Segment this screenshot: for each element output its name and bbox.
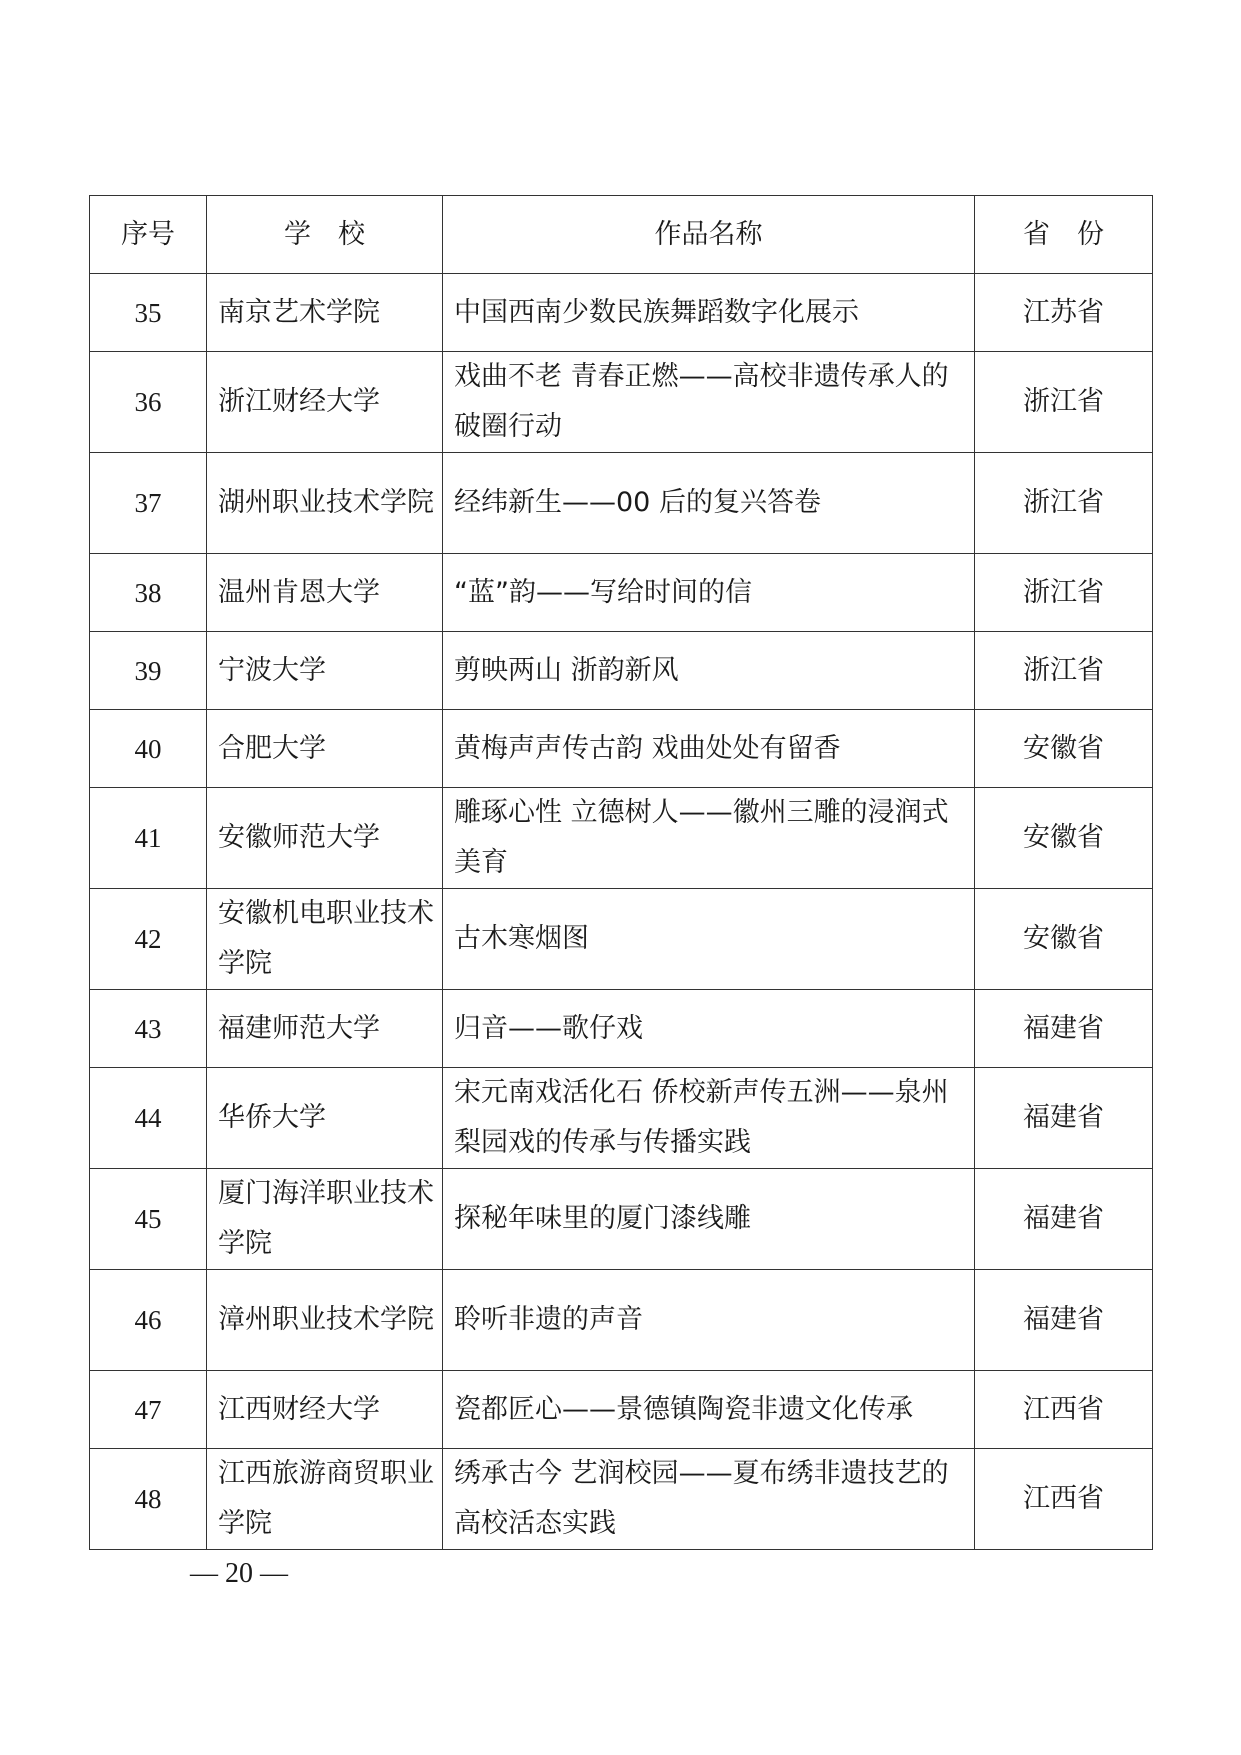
row-school: 合肥大学 (207, 710, 443, 788)
row-number: 44 (90, 1068, 207, 1169)
row-work-title: 剪映两山 浙韵新风 (443, 632, 975, 710)
row-school: 漳州职业技术学院 (207, 1270, 443, 1371)
row-province: 福建省 (975, 1068, 1153, 1169)
row-number: 37 (90, 453, 207, 554)
row-school: 湖州职业技术学院 (207, 453, 443, 554)
row-province: 安徽省 (975, 788, 1153, 889)
table-row (90, 1068, 1153, 1169)
table-row (90, 554, 1153, 632)
row-work-title: 归音——歌仔戏 (443, 990, 975, 1068)
row-province: 浙江省 (975, 554, 1153, 632)
row-work-title: 经纬新生——00 后的复兴答卷 (443, 453, 975, 554)
row-number: 39 (90, 632, 207, 710)
row-school: 安徽师范大学 (207, 788, 443, 889)
header-work: 作品名称 (443, 196, 975, 274)
row-school: 福建师范大学 (207, 990, 443, 1068)
row-school: 南京艺术学院 (207, 274, 443, 352)
row-number: 40 (90, 710, 207, 788)
row-work-title: “蓝”韵——写给时间的信 (443, 554, 975, 632)
row-school: 厦门海洋职业技术学院 (207, 1169, 443, 1270)
row-work-title: 雕琢心性 立德树人——徽州三雕的浸润式美育 (443, 788, 975, 889)
header-province: 省 份 (975, 196, 1153, 274)
row-school: 安徽机电职业技术学院 (207, 889, 443, 990)
table-header (90, 196, 1153, 274)
row-province: 福建省 (975, 990, 1153, 1068)
row-work-title: 古木寒烟图 (443, 889, 975, 990)
row-number: 41 (90, 788, 207, 889)
row-school: 浙江财经大学 (207, 352, 443, 453)
row-number: 42 (90, 889, 207, 990)
row-province: 浙江省 (975, 352, 1153, 453)
row-work-title: 黄梅声声传古韵 戏曲处处有留香 (443, 710, 975, 788)
row-province: 浙江省 (975, 632, 1153, 710)
row-number: 45 (90, 1169, 207, 1270)
header-school: 学 校 (207, 196, 443, 274)
row-school: 江西财经大学 (207, 1371, 443, 1449)
table-row (90, 1371, 1153, 1449)
table-row (90, 710, 1153, 788)
row-work-title: 宋元南戏活化石 侨校新声传五洲——泉州梨园戏的传承与传播实践 (443, 1068, 975, 1169)
row-number: 36 (90, 352, 207, 453)
row-province: 安徽省 (975, 889, 1153, 990)
row-province: 浙江省 (975, 453, 1153, 554)
row-work-title: 瓷都匠心——景德镇陶瓷非遗文化传承 (443, 1371, 975, 1449)
row-province: 江西省 (975, 1371, 1153, 1449)
row-number: 43 (90, 990, 207, 1068)
table-row (90, 632, 1153, 710)
row-school: 江西旅游商贸职业学院 (207, 1449, 443, 1550)
table-row (90, 352, 1153, 453)
table-row (90, 1270, 1153, 1371)
award-list-table (89, 195, 1153, 1550)
table-row (90, 1449, 1153, 1550)
row-province: 安徽省 (975, 710, 1153, 788)
table-row (90, 990, 1153, 1068)
row-province: 福建省 (975, 1270, 1153, 1371)
row-number: 35 (90, 274, 207, 352)
row-school: 温州肯恩大学 (207, 554, 443, 632)
row-province: 江西省 (975, 1449, 1153, 1550)
table-row (90, 788, 1153, 889)
row-province: 福建省 (975, 1169, 1153, 1270)
page-number: — 20 — (190, 1558, 288, 1589)
table-body (90, 274, 1153, 1550)
header-number: 序号 (90, 196, 207, 274)
row-number: 38 (90, 554, 207, 632)
row-school: 华侨大学 (207, 1068, 443, 1169)
row-work-title: 戏曲不老 青春正燃——高校非遗传承人的破圈行动 (443, 352, 975, 453)
table-row (90, 1169, 1153, 1270)
table-row (90, 274, 1153, 352)
header-row (90, 196, 1153, 274)
table-row (90, 889, 1153, 990)
row-province: 江苏省 (975, 274, 1153, 352)
row-number: 48 (90, 1449, 207, 1550)
row-school: 宁波大学 (207, 632, 443, 710)
row-work-title: 聆听非遗的声音 (443, 1270, 975, 1371)
row-work-title: 探秘年味里的厦门漆线雕 (443, 1169, 975, 1270)
row-number: 46 (90, 1270, 207, 1371)
row-work-title: 绣承古今 艺润校园——夏布绣非遗技艺的高校活态实践 (443, 1449, 975, 1550)
table-row (90, 453, 1153, 554)
row-work-title: 中国西南少数民族舞蹈数字化展示 (443, 274, 975, 352)
row-number: 47 (90, 1371, 207, 1449)
